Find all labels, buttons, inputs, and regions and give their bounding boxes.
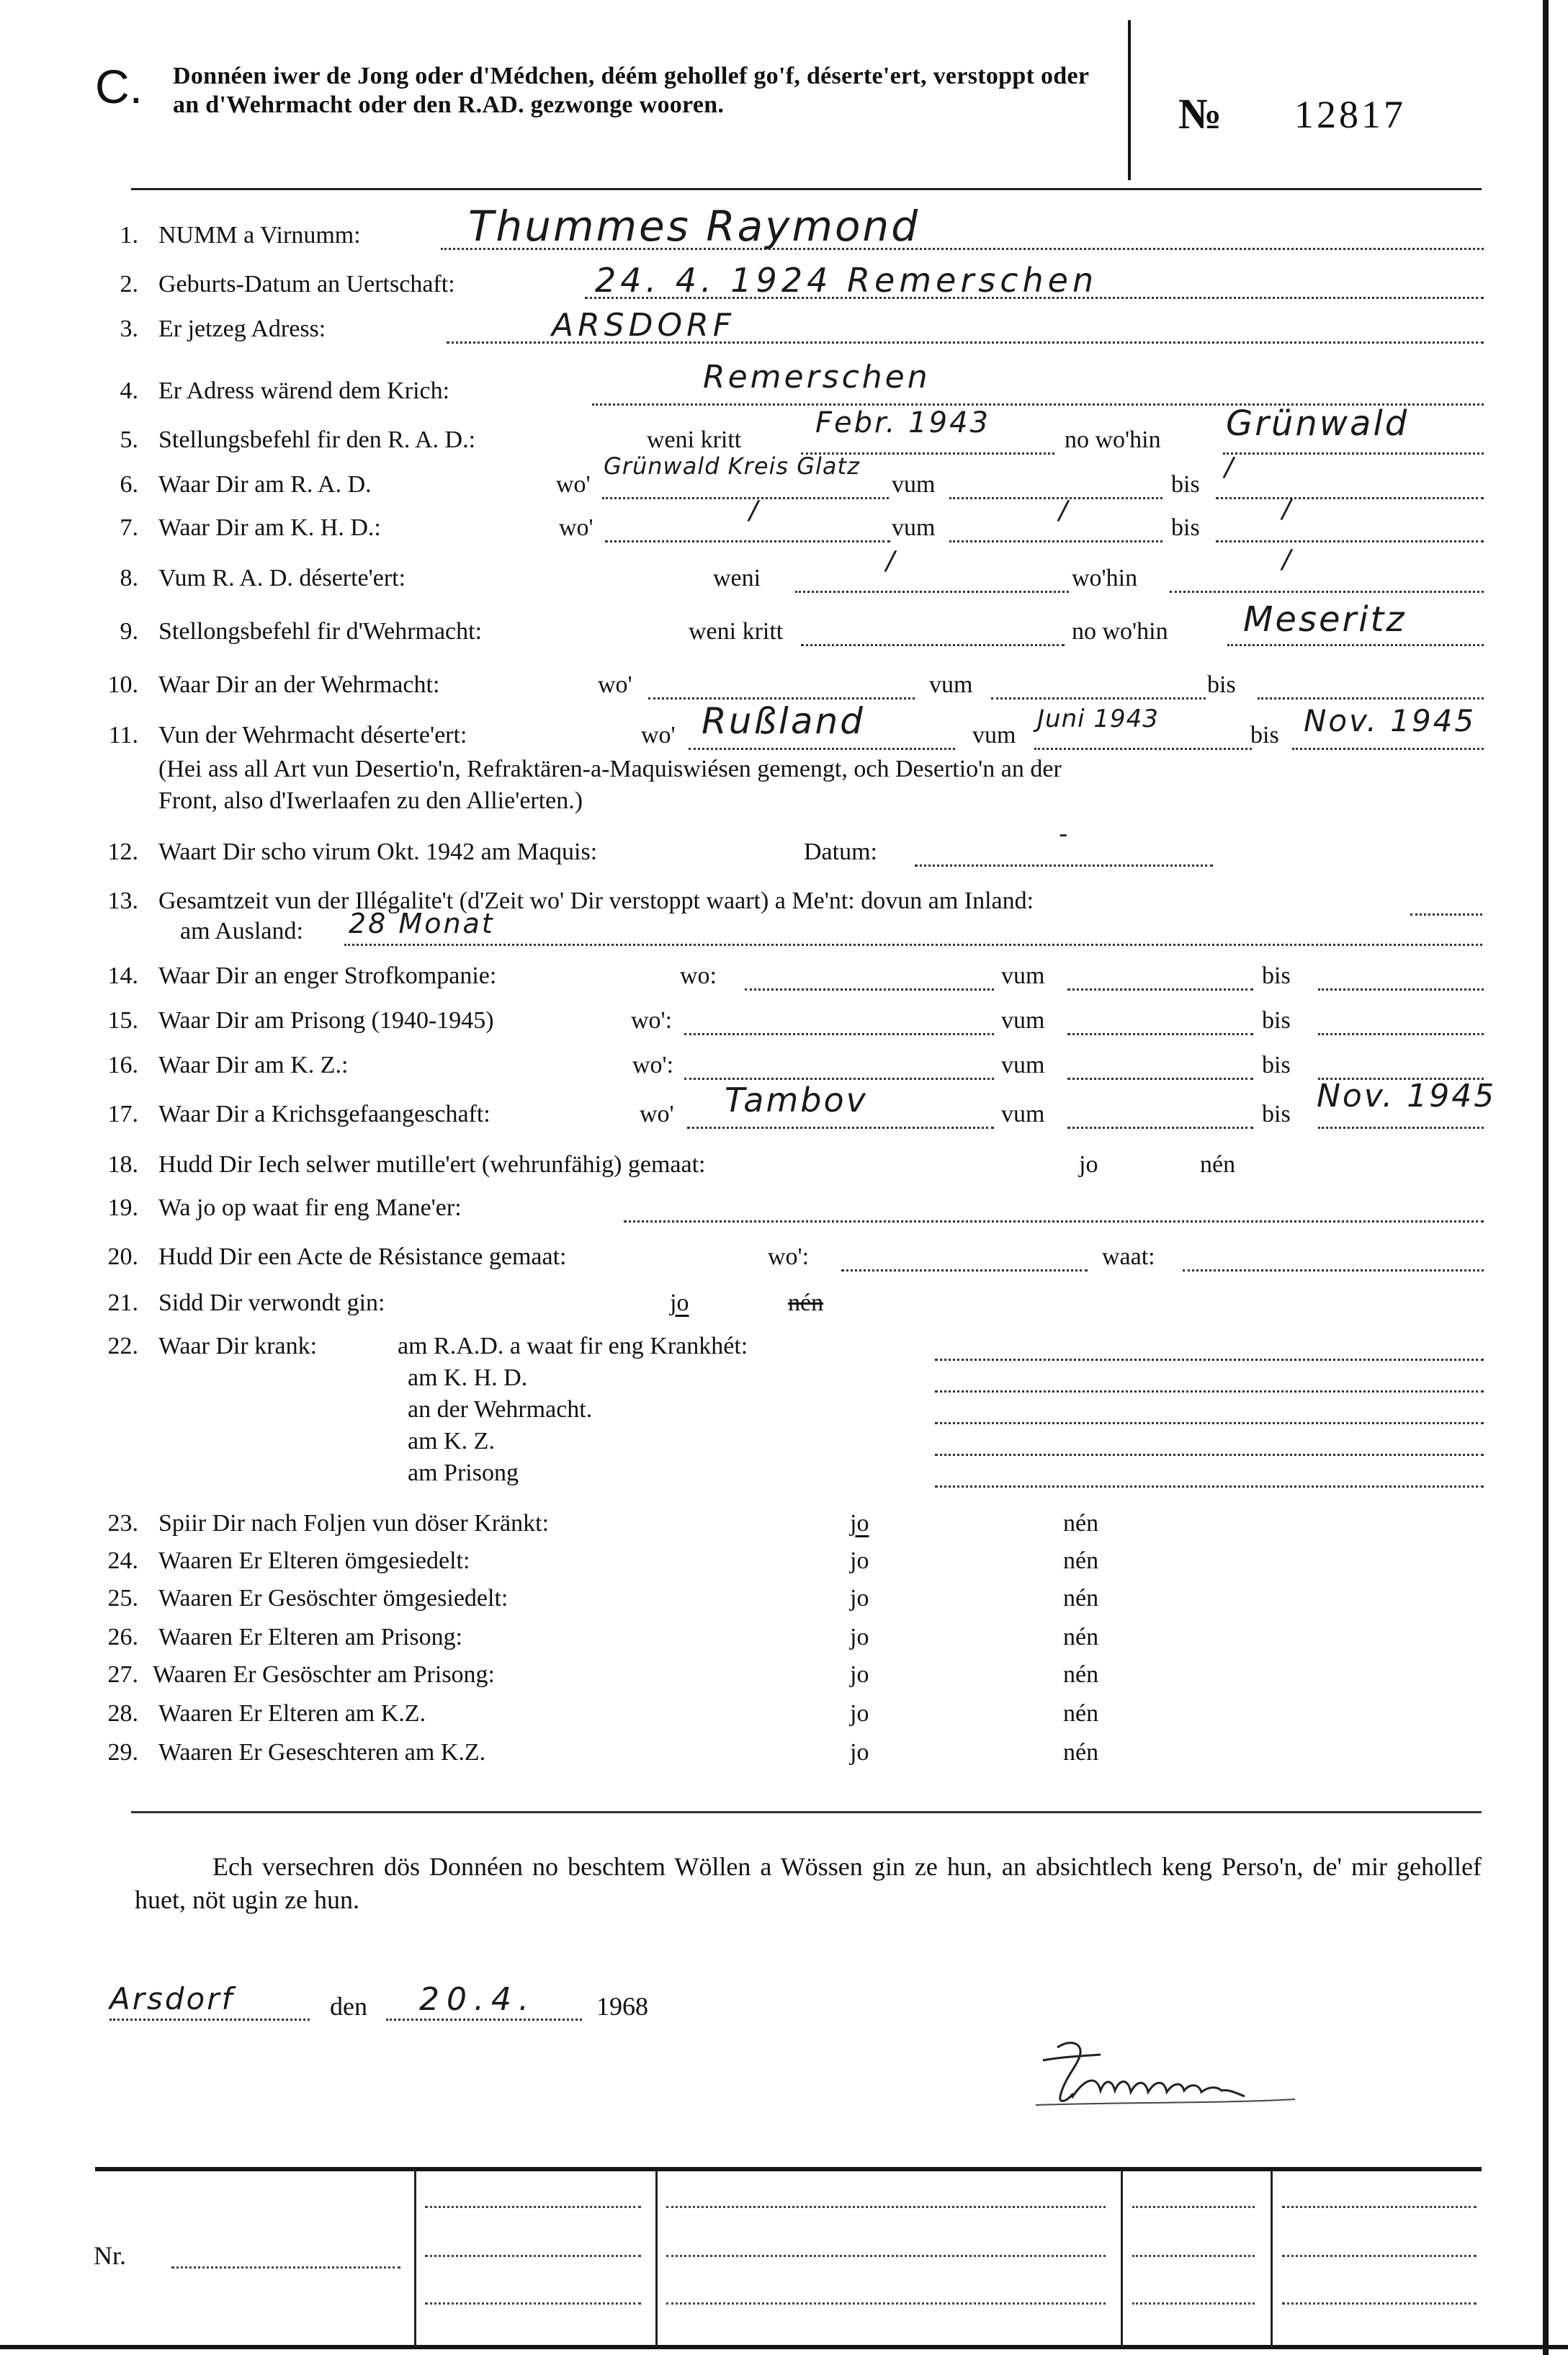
where-line [1223, 452, 1484, 455]
wehrmacht-order-place-answer[interactable]: Meseritz [1243, 599, 1407, 640]
until-label: bis [1262, 1007, 1291, 1034]
question-13-abroad [0, 908, 1568, 949]
rad-place-answer[interactable]: Grünwald Kreis Glatz [604, 452, 860, 480]
from-line [949, 497, 1162, 499]
page-border-bottom [0, 2345, 1568, 2349]
footer-line [1282, 2255, 1477, 2257]
until-label: bis [1250, 722, 1279, 748]
yes-option[interactable]: jo [850, 1585, 869, 1612]
where-label: wo' [640, 1101, 674, 1127]
question-label: Waart Dir scho virum Okt. 1942 am Maquis: [158, 839, 598, 865]
question-number: 25. [107, 1585, 138, 1612]
address-answer[interactable]: ARSDORF [552, 307, 735, 344]
question-number: 10. [107, 671, 138, 698]
where-line [648, 697, 915, 700]
from-line [1067, 1078, 1253, 1080]
question-label: Waaren Er Elteren am K.Z. [158, 1700, 426, 1727]
until-label: bis [1262, 962, 1291, 989]
no-option[interactable]: nén [1063, 1547, 1099, 1574]
where-label: no wo'hin [1065, 426, 1161, 453]
signature [1029, 2033, 1302, 2112]
no-option[interactable]: nén [1063, 1739, 1099, 1766]
footer-line [425, 2255, 641, 2257]
no-option[interactable]: nén [1200, 1151, 1236, 1178]
question-11-note: (Hei ass all Art vun Desertio'n, Refraktären-a-Maquiswiésen gemengt, och Desertio'n an der [158, 756, 1062, 782]
question-14 [0, 958, 1568, 994]
where-label: wo': [768, 1243, 810, 1270]
question-label: Geburts-Datum an Uertschaft: [158, 271, 455, 298]
footer-nr-line [171, 2266, 400, 2269]
where-line [841, 1269, 1088, 1272]
question-number: 3. [120, 316, 138, 342]
footer-line [666, 2255, 1106, 2257]
year-label: 1968 [596, 1992, 648, 2021]
question-27 [0, 1657, 1568, 1693]
question-label: Hudd Dir Iech selwer mutille'ert (wehrunfähig) gemaat: [158, 1151, 706, 1178]
where-line [745, 988, 994, 991]
question-label: Wa jo op waat fir eng Mane'er: [158, 1194, 462, 1221]
footer-divider [1271, 2170, 1273, 2347]
question-number: 29. [107, 1739, 138, 1766]
question-label: Stellongsbefehl fir d'Wehrmacht: [158, 618, 483, 645]
footer-divider [414, 2170, 416, 2347]
no-option[interactable]: nén [1063, 1585, 1099, 1612]
until-line [1216, 497, 1484, 499]
where-line [687, 1127, 994, 1129]
illness-rad-label: am R.A.D. a waat fir eng Krankhét: [398, 1333, 748, 1359]
yes-option[interactable]: jo [670, 1290, 689, 1316]
yes-option[interactable]: jo [850, 1661, 869, 1688]
desertion-from-answer[interactable]: Juni 1943 [1037, 705, 1159, 733]
footer-line [1132, 2255, 1255, 2257]
where-line [689, 748, 955, 750]
question-17 [0, 1078, 1568, 1132]
until-line [1216, 540, 1484, 542]
date-label: Datum: [804, 839, 877, 865]
when-label: weni kritt [689, 618, 784, 645]
where-label: no wo'hin [1072, 618, 1168, 645]
question-label: Hudd Dir een Acte de Résistance gemaat: [158, 1243, 567, 1270]
place-answer[interactable]: Arsdorf [109, 1981, 235, 2016]
question-9 [0, 599, 1568, 650]
question-label: Er jetzeg Adress: [158, 316, 326, 342]
footer-line [1132, 2206, 1255, 2208]
footer-line [666, 2206, 1106, 2208]
question-3 [0, 307, 1568, 347]
question-label: Spiir Dir nach Foljen vun döser Kränkt: [158, 1510, 550, 1537]
question-29 [0, 1735, 1568, 1771]
footer-nr-label: Nr. [94, 2241, 126, 2270]
question-number: 1. [120, 222, 138, 249]
abroad-duration-answer[interactable]: 28 Monat [349, 908, 495, 939]
from-label: vum [929, 671, 973, 698]
question-23 [0, 1506, 1568, 1542]
from-line [1067, 1127, 1253, 1129]
question-label: Waar Dir a Krichsgefaangeschaft: [158, 1101, 490, 1127]
what-line [1183, 1269, 1484, 1272]
question-number: 24. [107, 1547, 138, 1574]
date-line [386, 2019, 582, 2021]
when-line [795, 591, 1069, 593]
wartime-address-answer[interactable]: Remerschen [703, 359, 931, 396]
rad-order-place-answer[interactable]: Grünwald [1226, 403, 1410, 444]
until-line [1318, 988, 1484, 991]
question-number: 4. [120, 377, 138, 404]
footer-divider [655, 2170, 658, 2347]
from-line [1034, 748, 1252, 750]
question-label: Sidd Dir verwondt gin: [158, 1290, 385, 1316]
until-label: bis [1171, 514, 1200, 541]
where-label: wo' [641, 722, 676, 748]
from-label: vum [1001, 1101, 1045, 1127]
question-number: 23. [107, 1510, 138, 1537]
question-number: 18. [107, 1151, 138, 1178]
no-option[interactable]: nén [1063, 1510, 1099, 1537]
where-label: wo': [632, 1052, 674, 1078]
until-line [1258, 697, 1484, 700]
question-19 [0, 1190, 1568, 1226]
place-date-line [0, 1981, 1568, 2024]
from-label: vum [1001, 1052, 1045, 1078]
question-label: Waar Dir am K. Z.: [158, 1052, 349, 1078]
place-line [109, 2019, 310, 2021]
question-8 [0, 545, 1568, 596]
question-number: 12. [107, 839, 138, 865]
from-label: vum [972, 722, 1016, 748]
until-line [1318, 1033, 1484, 1035]
from-label: vum [1001, 962, 1045, 989]
question-label: NUMM a Virnumm: [158, 222, 361, 249]
where-line [1170, 591, 1484, 593]
question-number: 6. [120, 471, 138, 498]
question-number: 14. [107, 962, 138, 989]
from-line [949, 540, 1162, 542]
question-label: Waar Dir am K. H. D.: [158, 514, 381, 541]
form-title: Donnéen iwer de Jong oder d'Médchen, déém gehollef go'f, déserte'ert, verstoppt oder an d'Wehrmacht oder den R.AD. gezwonge wooren. [173, 63, 1089, 118]
question-number: 11. [108, 722, 138, 748]
question-label: Gesamtzeit vun der Illégalite't (d'Zeit wo' Dir verstoppt waart) a Me'nt: dovun am Inland: [158, 888, 1034, 914]
when-label: weni [713, 565, 761, 591]
from-line [991, 697, 1206, 700]
footer-divider [1121, 2170, 1123, 2347]
illness-khd-label: am K. H. D. [408, 1364, 528, 1391]
where-line [605, 540, 890, 542]
question-22-prisong [0, 1455, 1568, 1491]
where-line [602, 497, 889, 499]
question-label: Er Adress wärend dem Krich: [158, 377, 450, 404]
question-18 [0, 1147, 1568, 1183]
question-label: Waaren Er Elteren ömgesiedelt: [158, 1547, 470, 1574]
question-11-note: Front, also d'Iwerlaafen zu den Allie'erten.) [158, 787, 583, 814]
question-7 [0, 494, 1568, 546]
question-number: 19. [107, 1194, 138, 1221]
yes-option[interactable]: jo [850, 1700, 869, 1727]
where-label: wo' [559, 514, 593, 541]
yes-option[interactable]: jo [850, 1624, 869, 1650]
question-number: 9. [120, 618, 138, 645]
question-number: 22. [107, 1333, 138, 1359]
question-20 [0, 1239, 1568, 1275]
rad-order-date-answer[interactable]: Febr. 1943 [815, 406, 991, 439]
abroad-line [344, 944, 1482, 946]
question-label: Waaren Er Elteren am Prisong: [158, 1624, 463, 1650]
question-24 [0, 1543, 1568, 1579]
question-25 [0, 1581, 1568, 1617]
declaration-rule [131, 1811, 1482, 1813]
yes-option[interactable]: jo [1079, 1151, 1098, 1178]
where-line [684, 1033, 994, 1035]
question-label: Waar Dir am R. A. D. [158, 471, 372, 498]
from-line [1067, 1033, 1253, 1035]
where-label: wo' [598, 671, 632, 698]
number-sign: № [1178, 90, 1222, 138]
answer-line [935, 1485, 1484, 1488]
question-15 [0, 1003, 1568, 1039]
where-label: wo' [556, 471, 591, 498]
maquis-date-answer[interactable]: - [1059, 820, 1070, 849]
question-label: Waar Dir an der Wehrmacht: [158, 671, 440, 698]
desertion-place-answer[interactable]: Rußland [702, 700, 865, 742]
from-line [1067, 988, 1253, 991]
no-option[interactable]: nén [1063, 1624, 1099, 1650]
until-line [1318, 1127, 1484, 1129]
footer-line [425, 2206, 641, 2208]
desertion-until-answer[interactable]: Nov. 1945 [1304, 703, 1477, 738]
question-12 [0, 820, 1568, 870]
form-number: 12817 [1294, 93, 1406, 136]
question-number: 20. [107, 1243, 138, 1270]
where-label: wo: [680, 962, 717, 989]
until-label: bis [1207, 671, 1236, 698]
footer-rule [95, 2167, 1482, 2171]
until-label: bis [1262, 1052, 1291, 1078]
question-number: 15. [107, 1007, 138, 1034]
question-number: 21. [107, 1290, 138, 1316]
question-number: 7. [120, 514, 138, 541]
question-1 [0, 202, 1568, 254]
question-22-khd [0, 1360, 1568, 1396]
footer-line [425, 2302, 641, 2305]
rad-desertion-date-answer[interactable]: / [886, 546, 897, 576]
question-label: Waaren Er Geseschteren am K.Z. [158, 1739, 486, 1766]
question-label: Waaren Er Gesöschter am Prisong: [153, 1661, 496, 1688]
footer-line [666, 2302, 1106, 2305]
question-label: Waar Dir krank: [158, 1333, 318, 1359]
footer-line [1282, 2302, 1477, 2305]
until-label: bis [1171, 471, 1200, 498]
no-option[interactable]: nén [1063, 1661, 1099, 1688]
footer-line [1132, 2302, 1255, 2305]
question-2 [0, 261, 1568, 303]
birth-answer[interactable]: 24. 4. 1924 Remerschen [595, 261, 1098, 300]
question-label: Waar Dir am Prisong (1940-1945) [158, 1007, 494, 1034]
yes-option[interactable]: jo [850, 1510, 869, 1537]
question-number: 16. [107, 1052, 138, 1078]
rad-until-answer[interactable]: / [1224, 452, 1236, 482]
where-line [684, 1078, 994, 1080]
date-answer[interactable]: 20.4. [419, 1981, 536, 2018]
yes-option[interactable]: jo [850, 1739, 869, 1766]
header-divider [1128, 20, 1131, 180]
header-rule [131, 188, 1482, 190]
question-21 [0, 1285, 1568, 1321]
question-22-kz [0, 1424, 1568, 1460]
question-26 [0, 1619, 1568, 1655]
yes-option[interactable]: jo [850, 1547, 869, 1574]
when-line [801, 644, 1065, 646]
question-28 [0, 1696, 1568, 1732]
question-number: 2. [120, 271, 138, 298]
den-label: den [330, 1992, 367, 2021]
question-label: Vum R. A. D. déserte'ert: [158, 565, 406, 591]
illness-prisong-label: am Prisong [408, 1460, 519, 1486]
rad-desertion-place-answer[interactable]: / [1282, 545, 1294, 574]
question-label: Waaren Er Gesöschter ömgesiedelt: [158, 1585, 509, 1612]
from-label: vum [892, 514, 936, 541]
question-label: Stellungsbefehl fir den R. A. D.: [158, 426, 476, 453]
question-number: 26. [107, 1624, 138, 1650]
question-number: 8. [120, 565, 138, 591]
answer-line [624, 1220, 1484, 1223]
question-label: Waar Dir an enger Strofkompanie: [158, 962, 497, 989]
where-label: wo'hin [1072, 565, 1138, 591]
khd-until-answer[interactable]: / [1282, 494, 1294, 524]
question-22 [0, 1328, 1568, 1364]
captivity-place-answer[interactable]: Tambov [725, 1081, 868, 1120]
date-line [915, 864, 1213, 867]
question-22-wehrmacht [0, 1392, 1568, 1428]
section-letter: C. [95, 60, 143, 113]
until-line [1292, 748, 1484, 750]
question-number: 13. [107, 888, 138, 914]
question-10 [0, 667, 1568, 703]
name-answer[interactable]: Thummes Raymond [468, 202, 920, 251]
khd-place-answer[interactable]: / [749, 496, 761, 525]
declaration-text: Ech versechren dös Donnéen no beschtem Wöllen a Wössen gin ze hun, an absichtlech keng Perso'n, de' mir gehollef huet, nöt ugin ze hun. [135, 1852, 1482, 1914]
question-number: 28. [107, 1700, 138, 1727]
khd-from-answer[interactable]: / [1059, 496, 1070, 525]
question-number: 27. [107, 1661, 138, 1688]
illness-wehrmacht-label: an der Wehrmacht. [408, 1396, 593, 1423]
no-option[interactable]: nén [1063, 1700, 1099, 1727]
what-label: waat: [1102, 1243, 1155, 1270]
from-label: vum [1001, 1007, 1045, 1034]
where-line [1227, 644, 1484, 646]
captivity-until-answer[interactable]: Nov. 1945 [1317, 1078, 1497, 1114]
question-number: 17. [107, 1101, 138, 1127]
question-label: Vun der Wehrmacht déserte'ert: [158, 722, 467, 748]
abroad-label: am Ausland: [180, 918, 303, 944]
until-label: bis [1262, 1101, 1291, 1127]
where-label: wo': [631, 1007, 673, 1034]
no-option[interactable]: nén [788, 1290, 824, 1316]
from-label: vum [892, 471, 936, 498]
question-6 [0, 452, 1568, 503]
footer-line [1282, 2206, 1477, 2208]
when-label: weni kritt [647, 426, 742, 453]
question-11 [0, 700, 1568, 754]
illness-kz-label: am K. Z. [408, 1428, 495, 1454]
question-number: 5. [120, 426, 138, 453]
